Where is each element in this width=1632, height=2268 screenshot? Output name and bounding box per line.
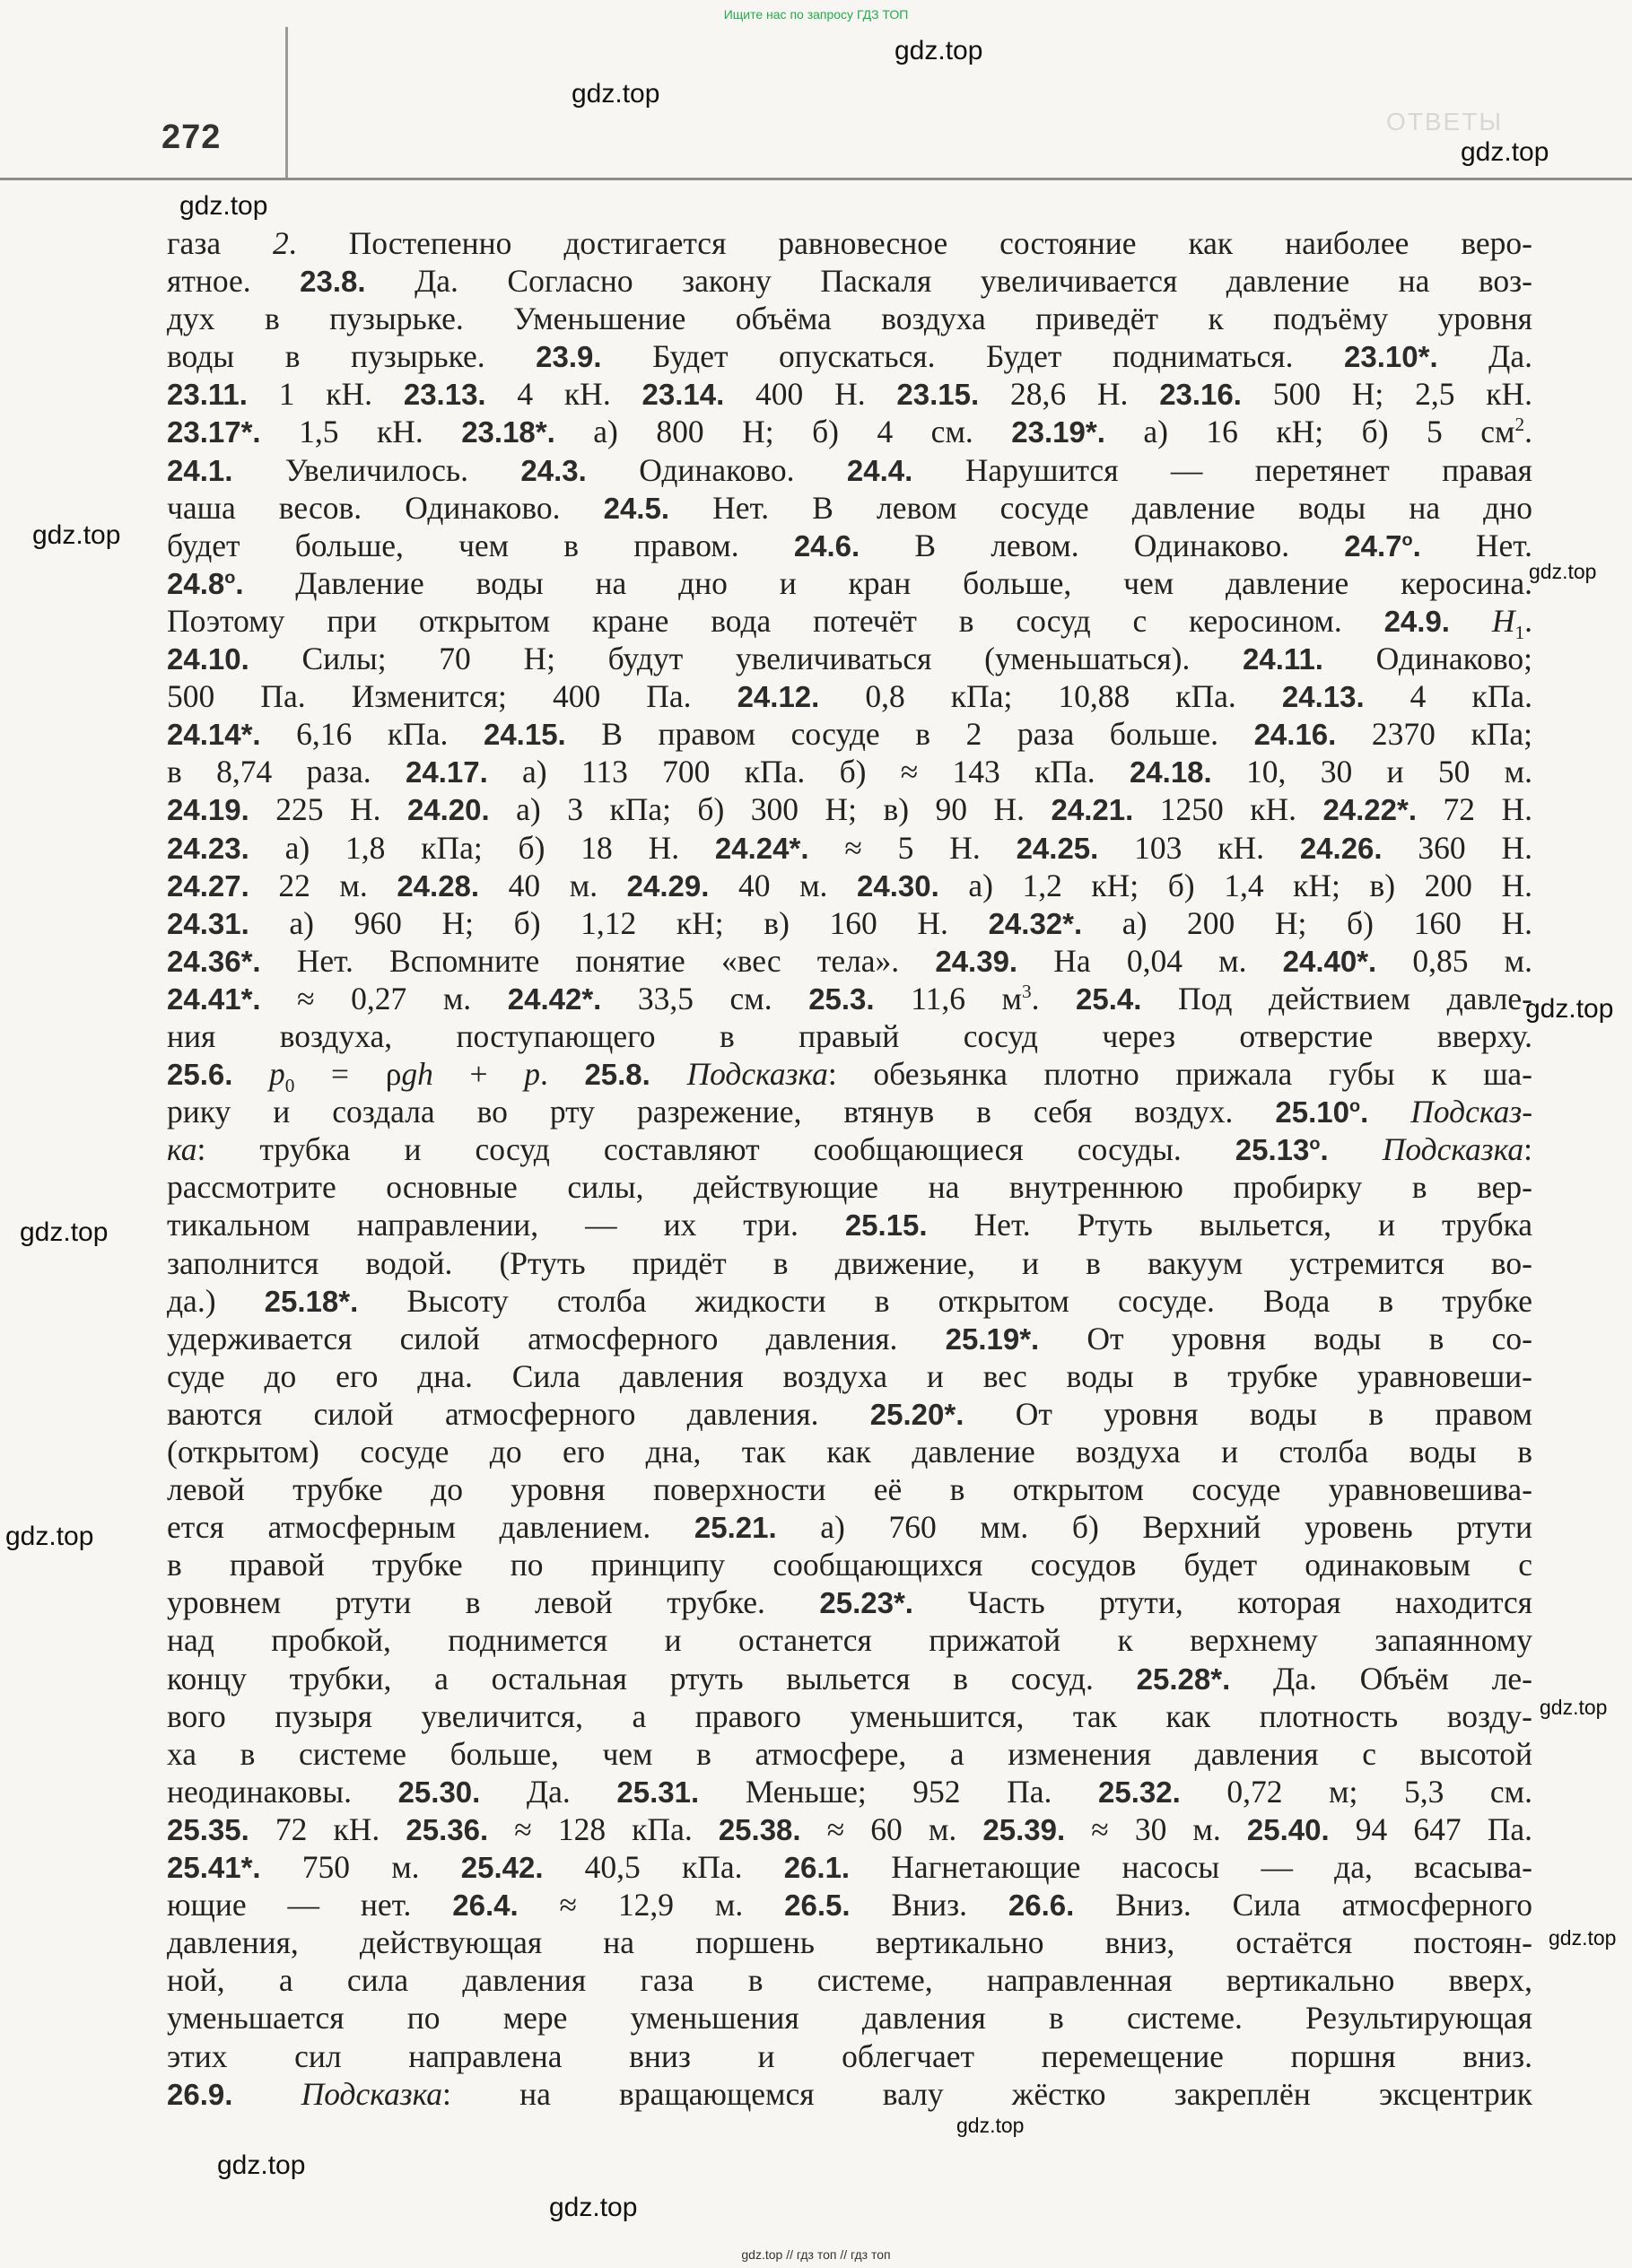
watermark: gdz.top xyxy=(32,520,121,550)
watermark: gdz.top xyxy=(1461,137,1549,167)
text-line: 25.41*. 750 м. 25.42. 40,5 кПа. 26.1. Нагнетающие насосы — да, всасыва- xyxy=(167,1849,1532,1886)
text-line: 24.41*. ≈ 0,27 м. 24.42*. 33,5 см. 25.3. 11,6 $м^3$. 25.4. Под действием давле- xyxy=(167,980,1532,1016)
answers-text xyxy=(167,224,1532,2113)
text-line: газа 2. Постепенно достигается равновесное состояние как наиболее веро- xyxy=(167,225,1532,261)
watermark: gdz.top xyxy=(217,2150,306,2180)
header-divider-vertical xyxy=(285,27,288,179)
text-line: дух в пузырьке. Уменьшение объёма воздуха приведёт к подъёму уровня xyxy=(167,301,1532,337)
text-line: заполнится водой. (Ртуть придёт в движение, и в вакуум устремится во- xyxy=(167,1244,1532,1281)
text-line: левой трубке до уровня поверхности её в открытом сосуде уравновешива- xyxy=(167,1471,1532,1508)
text-line: этих сил направлена вниз и облегчает перемещение поршня вниз. xyxy=(167,2037,1532,2074)
watermark: gdz.top xyxy=(1540,1696,1608,1719)
watermark: gdz.top xyxy=(1529,560,1597,583)
watermark: gdz.top xyxy=(20,1217,109,1247)
page-number: 272 xyxy=(161,118,222,156)
text-line: 24.1. Увеличилось. 24.3. Одинаково. 24.4. Нарушится — перетянет правая xyxy=(167,451,1532,488)
text-line: (открытом) сосуде до его дна, так как давление воздуха и столба воды в xyxy=(167,1434,1532,1470)
running-header: ОТВЕТЫ xyxy=(1386,108,1504,135)
watermark: gdz.top xyxy=(1549,1926,1617,1950)
watermark: gdz.top xyxy=(572,79,660,109)
watermark: gdz.top xyxy=(179,191,268,221)
text-line: ется атмосферным давлением. 25.21. а) 760 мм. б) Верхний уровень ртути xyxy=(167,1509,1532,1546)
text-line: вого пузыря увеличится, а правого уменьшится, так как плотность возду- xyxy=(167,1697,1532,1734)
watermark: gdz.top xyxy=(5,1522,94,1551)
text-line: ния воздуха, поступающего в правый сосуд через отверстие вверху. xyxy=(167,1017,1532,1054)
watermark: gdz.top xyxy=(956,2114,1025,2137)
text-line: 25.6. $p_0 = \rho gh + p$. 25.8. Подсказка: обезьянка плотно прижала губы к ша- xyxy=(167,1056,1533,1097)
text-line: 26.9. Подсказка: на вращающемся валу жёстко закреплён эксцентрик xyxy=(167,2075,1532,2112)
text-line: 24.10. Силы; 70 Н; будут увеличиваться (уменьшаться). 24.11. Одинаково; xyxy=(167,641,1532,677)
text-line: давления, действующая на поршень вертикально вниз, остаётся постоян- xyxy=(167,1924,1532,1961)
text-line: неодинаковы. 25.30. Да. 25.31. Меньше; 952 Па. 25.32. 0,72 м; 5,3 см. xyxy=(167,1773,1533,1810)
text-line: 24.31. а) 960 Н; б) 1,12 кН; в) 160 Н. 24.32*. а) 200 Н; б) 160 Н. xyxy=(167,904,1532,941)
text-line: ятное. 23.8. Да. Согласно закону Паскаля увеличивается давление на воз- xyxy=(167,263,1532,300)
text-line: ющие — нет. 26.4. ≈ 12,9 м. 26.5. Вниз. 26.6. Вниз. Сила атмосферного xyxy=(167,1887,1533,1923)
text-line: Поэтому при открытом кране вода потечёт в сосуд с керосином. 24.9. $H_1$. xyxy=(167,602,1532,644)
watermark: gdz.top xyxy=(549,2193,638,2222)
text-line: 24.14*. 6,16 кПа. 24.15. В правом сосуде в 2 раза больше. 24.16. 2370 кПа; xyxy=(167,716,1532,753)
text-line: 25.35. 72 кН. 25.36. ≈ 128 кПа. 25.38. ≈ 60 м. 25.39. ≈ 30 м. 25.40. 94 647 Па. xyxy=(167,1810,1533,1847)
text-line: 24.27. 22 м. 24.28. 40 м. 24.29. 40 м. 24.30. а) 1,2 кН; б) 1,4 кН; в) 200 Н. xyxy=(167,867,1532,903)
text-line: рассмотрите основные силы, действующие на внутреннюю пробирку в вер- xyxy=(167,1169,1532,1206)
text-line: суде до его дна. Сила давления воздуха и вес воды в трубке уравновеши- xyxy=(167,1357,1532,1394)
text-line: будет больше, чем в правом. 24.6. В левом. Одинаково. $24.7^о$. Нет. xyxy=(167,527,1532,563)
footer-links[interactable]: gdz.top // гдз топ // гдз топ xyxy=(741,2247,891,2262)
top-banner[interactable]: Ищите нас по запросу ГДЗ ТОП xyxy=(723,7,909,22)
text-line: воды в пузырьке. 23.9. Будет опускаться. Будет подниматься. 23.10*. Да. xyxy=(167,338,1533,375)
text-line: ха в системе больше, чем в атмосфере, а изменения давления с высотой xyxy=(167,1735,1532,1772)
text-line: 500 Па. Изменится; 400 Па. 24.12. 0,8 кПа; 10,88 кПа. 24.13. 4 кПа. xyxy=(167,678,1532,715)
text-line: ной, а сила давления газа в системе, направленная вертикально вверх, xyxy=(167,1962,1532,1999)
text-line: чаша весов. Одинаково. 24.5. Нет. В левом сосуде давление воды на дно xyxy=(167,489,1532,526)
text-line: удерживается силой атмосферного давления. 25.19*. От уровня воды в со- xyxy=(167,1320,1532,1356)
header-divider-horizontal xyxy=(0,178,1632,180)
text-line: тикальном направлении, — их три. 25.15. Нет. Ртуть выльется, и трубка xyxy=(167,1207,1532,1243)
text-line: рику и создала во рту разрежение, втянув в себя воздух. $25.10^о$. Подсказ- xyxy=(167,1094,1533,1130)
text-line: $24.8^о$. Давление воды на дно и кран больше, чем давление керосина. xyxy=(167,564,1532,601)
watermark: gdz.top xyxy=(1525,994,1614,1024)
watermark: gdz.top xyxy=(895,36,983,65)
text-line: ка: трубка и сосуд составляют сообщающиеся сосуды. $25.13^о$. Подсказка: xyxy=(167,1131,1533,1168)
text-line: в правой трубке по принципу сообщающихся сосудов будет одинаковым с xyxy=(167,1547,1532,1583)
text-line: да.) 25.18*. Высоту столба жидкости в открытом сосуде. Вода в трубке xyxy=(167,1282,1532,1319)
text-line: над пробкой, поднимется и останется прижатой к верхнему запаянному xyxy=(167,1622,1532,1659)
text-line: в 8,74 раза. 24.17. а) 113 700 кПа. б) ≈ 143 кПа. 24.18. 10, 30 и 50 м. xyxy=(167,754,1532,790)
text-line: 24.23. а) 1,8 кПа; б) 18 Н. 24.24*. ≈ 5 Н. 24.25. 103 кН. 24.26. 360 Н. xyxy=(167,829,1532,866)
text-line: 23.17*. 1,5 кН. 23.18*. а) 800 Н; б) 4 см. 23.19*. а) 16 кН; б) 5 $см^2$. xyxy=(167,414,1533,450)
text-line: 24.19. 225 Н. 24.20. а) 3 кПа; б) 300 Н; в) 90 Н. 24.21. 1250 кН. 24.22*. 72 Н. xyxy=(167,791,1532,828)
text-line: уровнем ртути в левой трубке. 25.23*. Часть ртути, которая находится xyxy=(167,1584,1533,1621)
text-line: уменьшается по мере уменьшения давления в системе. Результирующая xyxy=(167,2000,1532,2037)
text-line: 24.36*. Нет. Вспомните понятие «вес тела». 24.39. На 0,04 м. 24.40*. 0,85 м. xyxy=(167,942,1532,979)
text-line: 23.11. 1 кН. 23.13. 4 кН. 23.14. 400 Н. 23.15. 28,6 Н. 23.16. 500 Н; 2,5 кН. xyxy=(167,376,1533,413)
text-line: концу трубки, а остальная ртуть выльется в сосуд. 25.28*. Да. Объём ле- xyxy=(167,1660,1532,1697)
text-line: ваются силой атмосферного давления. 25.20*. От уровня воды в правом xyxy=(167,1395,1532,1432)
